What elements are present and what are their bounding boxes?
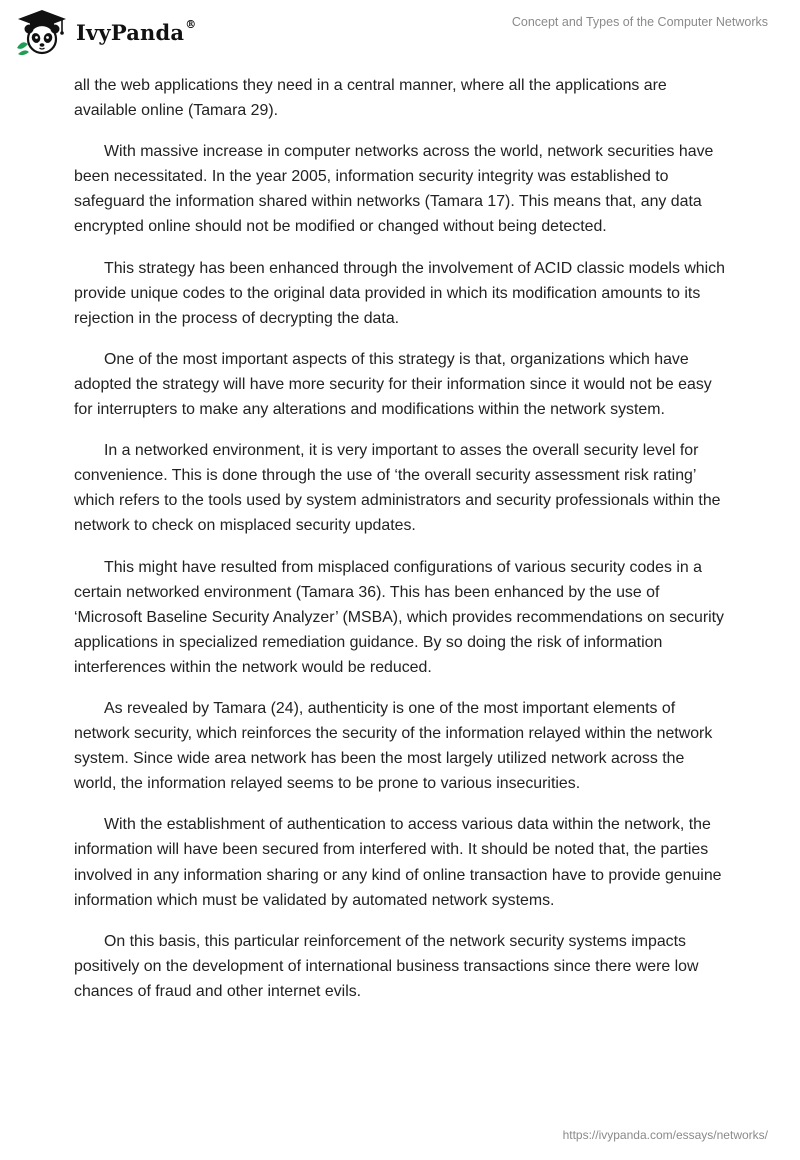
source-url-link[interactable]: https://ivypanda.com/essays/networks/ — [562, 1128, 768, 1142]
paragraph: With massive increase in computer networks across the world, network securities have been necessitated. In the year 2005, information security integrity was established to safeguard the information shared within networks (Tamara 17). This means that, any data encrypted online should not be modified or changed without being detected. — [74, 143, 714, 236]
ivypanda-logo[interactable] — [14, 8, 196, 56]
essay-body — [74, 73, 726, 1020]
paragraph: In a networked environment, it is very important to asses the overall security level for convenience. This is done through the use of ‘the overall security assessment risk rating’ which refers to the tools used by system administrators and security professionals within the network to check on misplaced security updates. — [74, 442, 721, 535]
paragraph: As revealed by Tamara (24), authenticity is one of the most important elements of network security, which reinforces the security of the information relayed within the network system. Since wide area network has been the most largely utilized network across the world, the information relayed seems to be prone to various insecurities. — [74, 699, 713, 793]
paragraph: This might have resulted from misplaced configurations of various security codes in a certain networked environment (Tamara 36). This has been enhanced by the use of ‘Microsoft Baseline Security Analyzer’ (MSBA), which provides recommendations on security applications in specialized remediation guidance. By so doing the risk of information interferences within the network would be reduced. — [74, 558, 725, 676]
brand-name — [76, 17, 197, 45]
paragraph: This strategy has been enhanced through the involvement of ACID classic models which provide unique codes to the original data provided in which its modification amounts to its rejection in the process of decrypting the data. — [74, 259, 725, 327]
page-header — [0, 0, 800, 70]
registered-mark: ® — [185, 17, 197, 31]
document-title: Concept and Types of the Computer Networks — [511, 15, 768, 29]
paragraph: With the establishment of authentication to access various data within the network, the information will have been secured from interfered with. It should be noted that, the parties involved in any information sharing or any kind of online transaction have to provide genuine information which must be validated by automated network systems. — [74, 816, 722, 909]
paragraph: One of the most important aspects of this strategy is that, organizations which have adopted the strategy will have more security for their information since it would not be easy for interrupters to make any alterations and modifications within the network system. — [74, 350, 712, 419]
paragraph: On this basis, this particular reinforcement of the network security systems impacts positively on the development of international business transactions since there were low chances of fraud and other internet evils. — [74, 932, 699, 1000]
brand-text: IvyPanda — [76, 19, 185, 45]
paragraph: all the web applications they need in a central manner, where all the applications are available online (Tamara 29). — [74, 77, 667, 120]
panda-graduate-icon — [14, 8, 70, 56]
